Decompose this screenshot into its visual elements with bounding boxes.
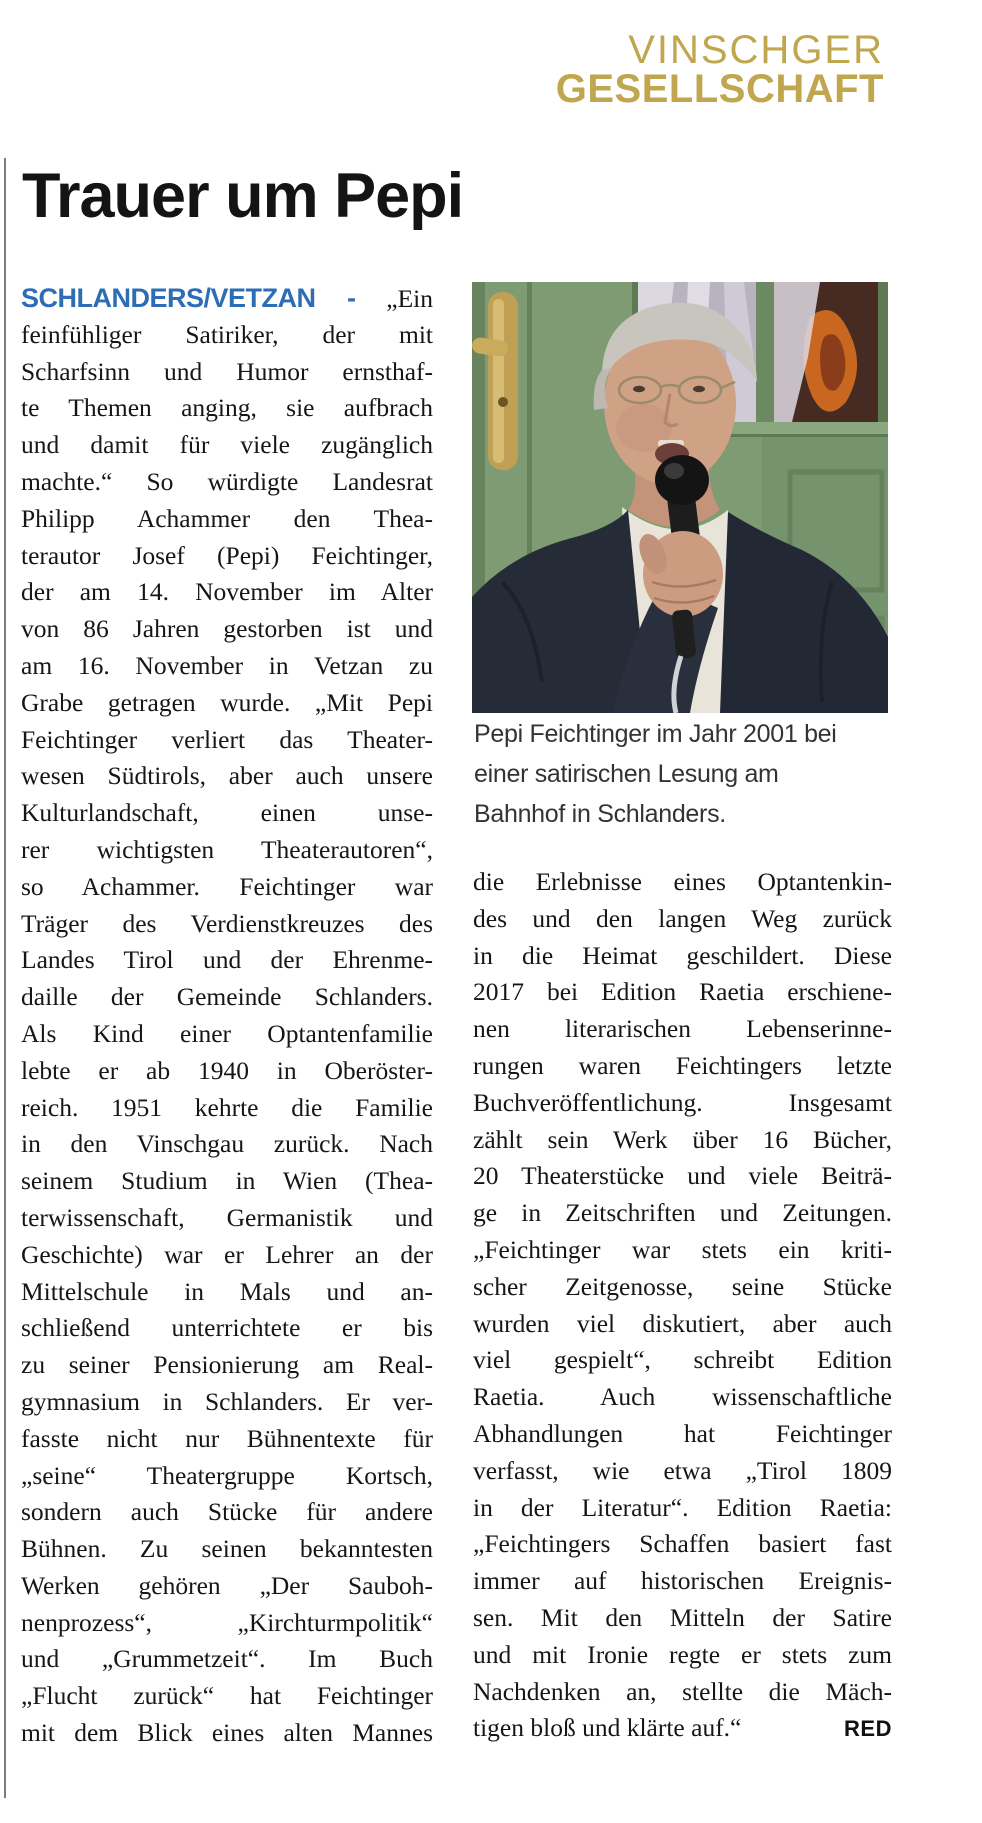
door-plate-highlight bbox=[493, 299, 504, 463]
section-masthead bbox=[555, 28, 884, 111]
author-credit: RED bbox=[844, 1716, 892, 1742]
text-line: und mit Ironie regte er stets zum bbox=[473, 1639, 892, 1669]
text-line: rer wichtigsten Theaterautoren“, bbox=[21, 834, 433, 864]
text-line: die Erlebnisse eines Optantenkin- bbox=[473, 867, 892, 896]
text-line: scher Zeitgenosse, seine Stücke bbox=[473, 1271, 892, 1301]
text-line: te Themen anging, sie aufbrach bbox=[21, 393, 433, 423]
text-line: immer auf historischen Ereignis- bbox=[473, 1566, 892, 1596]
window-mullion bbox=[756, 282, 774, 432]
text-line: „Flucht zurück“ hat Feichtinger bbox=[21, 1681, 433, 1711]
text-line: rungen waren Feichtingers letzte bbox=[473, 1050, 892, 1080]
article-last-line bbox=[473, 1710, 892, 1747]
text-line: Mittelschule in Mals und an- bbox=[21, 1276, 433, 1306]
text-line: und „Grummetzeit“. Im Buch bbox=[21, 1644, 433, 1674]
text-line: zu seiner Pensionierung am Real- bbox=[21, 1350, 433, 1380]
text-line: terautor Josef (Pepi) Feichtinger, bbox=[21, 540, 433, 570]
text-line: Bahnhof in Schlanders. bbox=[474, 800, 726, 828]
first-line-text: „Ein bbox=[386, 284, 433, 313]
text-line: Nachdenken an, stellte die Mäch- bbox=[473, 1676, 892, 1706]
text-line: reich. 1951 kehrte die Familie bbox=[21, 1092, 433, 1122]
eye-left bbox=[633, 386, 645, 392]
door-groove bbox=[527, 282, 532, 582]
text-line: Als Kind einer Optantenfamilie bbox=[21, 1018, 433, 1048]
photo-caption bbox=[474, 714, 892, 834]
text-line: Kulturlandschaft, einen unse- bbox=[21, 798, 433, 828]
article-first-line bbox=[21, 280, 433, 317]
text-line: daille der Gemeinde Schlanders. bbox=[21, 982, 433, 1012]
text-line: fasste nicht nur Bühnentexte für bbox=[21, 1423, 433, 1453]
text-line: verfasst, wie etwa „Tirol 1809 bbox=[473, 1455, 892, 1485]
article-photo bbox=[472, 282, 888, 713]
text-line: Bühnen. Zu seinen bekanntesten bbox=[21, 1534, 433, 1564]
dateline: SCHLANDERS/VETZAN - bbox=[21, 283, 356, 313]
text-line: „Feichtingers Schaffen basiert fast bbox=[473, 1529, 892, 1559]
text-line: Abhandlungen hat Feichtinger bbox=[473, 1418, 892, 1448]
text-line: 2017 bei Edition Raetia erschiene- bbox=[473, 977, 892, 1007]
text-line: Pepi Feichtinger im Jahr 2001 bei bbox=[474, 720, 837, 748]
text-line: Raetia. Auch wissenschaftliche bbox=[473, 1382, 892, 1412]
window-frame-right bbox=[878, 282, 888, 432]
text-line: am 16. November in Vetzan zu bbox=[21, 650, 433, 680]
text-line: schließend unterrichtete er bis bbox=[21, 1313, 433, 1343]
text-line: Träger des Verdienstkreuzes des bbox=[21, 908, 433, 938]
text-line: mit dem Blick eines alten Mannes bbox=[21, 1718, 433, 1748]
text-line: Scharfsinn und Humor ernsthaf- bbox=[21, 356, 433, 386]
text-line: des und den langen Weg zurück bbox=[473, 903, 892, 933]
text-line: und damit für viele zugänglich bbox=[21, 430, 433, 460]
text-line: zählt sein Werk über 16 Bücher, bbox=[473, 1124, 892, 1154]
text-line: Feichtinger verliert das Theater- bbox=[21, 724, 433, 754]
last-line-text: tigen bloß und klärte auf.“ bbox=[473, 1713, 742, 1743]
text-line: machte.“ So würdigte Landesrat bbox=[21, 466, 433, 496]
text-line: sondern auch Stücke für andere bbox=[21, 1497, 433, 1527]
eye-right bbox=[693, 386, 705, 392]
masthead-section-name: GESELLSCHAFT bbox=[555, 67, 884, 111]
text-line: Geschichte) war er Lehrer an der bbox=[21, 1239, 433, 1269]
text-line: einer satirischen Lesung am bbox=[474, 760, 779, 788]
text-line: der am 14. November im Alter bbox=[21, 577, 433, 607]
text-line: feinfühliger Satiriker, der mit bbox=[21, 319, 433, 349]
text-line: Werken gehören „Der Sauboh- bbox=[21, 1570, 433, 1600]
article-column-right bbox=[473, 864, 892, 1747]
text-line: in der Literatur“. Edition Raetia: bbox=[473, 1492, 892, 1522]
text-line: Buchveröffentlichung. Insgesamt bbox=[473, 1087, 892, 1117]
text-line: nen literarischen Lebenserinne- bbox=[473, 1014, 892, 1044]
text-line: 20 Theaterstücke und viele Beiträ- bbox=[473, 1161, 892, 1191]
text-line: seinem Studium in Wien (Thea- bbox=[21, 1166, 433, 1196]
left-column-lines bbox=[21, 317, 433, 1752]
text-line: sen. Mit den Mitteln der Satire bbox=[473, 1602, 892, 1632]
article-headline: Trauer um Pepi bbox=[22, 161, 464, 231]
text-line: terwissenschaft, Germanistik und bbox=[21, 1202, 433, 1232]
text-line: in den Vinschgau zurück. Nach bbox=[21, 1129, 433, 1159]
text-line: so Achammer. Feichtinger war bbox=[21, 871, 433, 901]
text-line: Grabe getragen wurde. „Mit Pepi bbox=[21, 687, 433, 717]
text-line: wesen Südtirols, aber auch unsere bbox=[21, 761, 433, 791]
article-left-rule bbox=[4, 158, 6, 1798]
text-line: Landes Tirol und der Ehrenme- bbox=[21, 945, 433, 975]
text-line: Philipp Achammer den Thea- bbox=[21, 503, 433, 533]
text-line: wurden viel diskutiert, aber auch bbox=[473, 1308, 892, 1338]
text-line: gymnasium in Schlanders. Er ver- bbox=[21, 1386, 433, 1416]
masthead-magazine-name: VINSCHGER bbox=[628, 28, 884, 72]
keyhole bbox=[498, 397, 508, 407]
photo-illustration bbox=[472, 282, 888, 713]
right-column-lines bbox=[473, 864, 892, 1710]
text-line: in die Heimat geschildert. Diese bbox=[473, 940, 892, 970]
text-line: nenprozess“, „Kirchturmpolitik“ bbox=[21, 1607, 433, 1637]
article-column-left bbox=[21, 280, 433, 1752]
text-line: viel gespielt“, schreibt Edition bbox=[473, 1345, 892, 1375]
text-line: lebte er ab 1940 in Oberöster- bbox=[21, 1055, 433, 1085]
text-line: ge in Zeitschriften und Zeitungen. bbox=[473, 1198, 892, 1228]
text-line: „seine“ Theatergruppe Kortsch, bbox=[21, 1460, 433, 1490]
text-line: von 86 Jahren gestorben ist und bbox=[21, 614, 433, 644]
text-line: „Feichtinger war stets ein kriti- bbox=[473, 1234, 892, 1264]
